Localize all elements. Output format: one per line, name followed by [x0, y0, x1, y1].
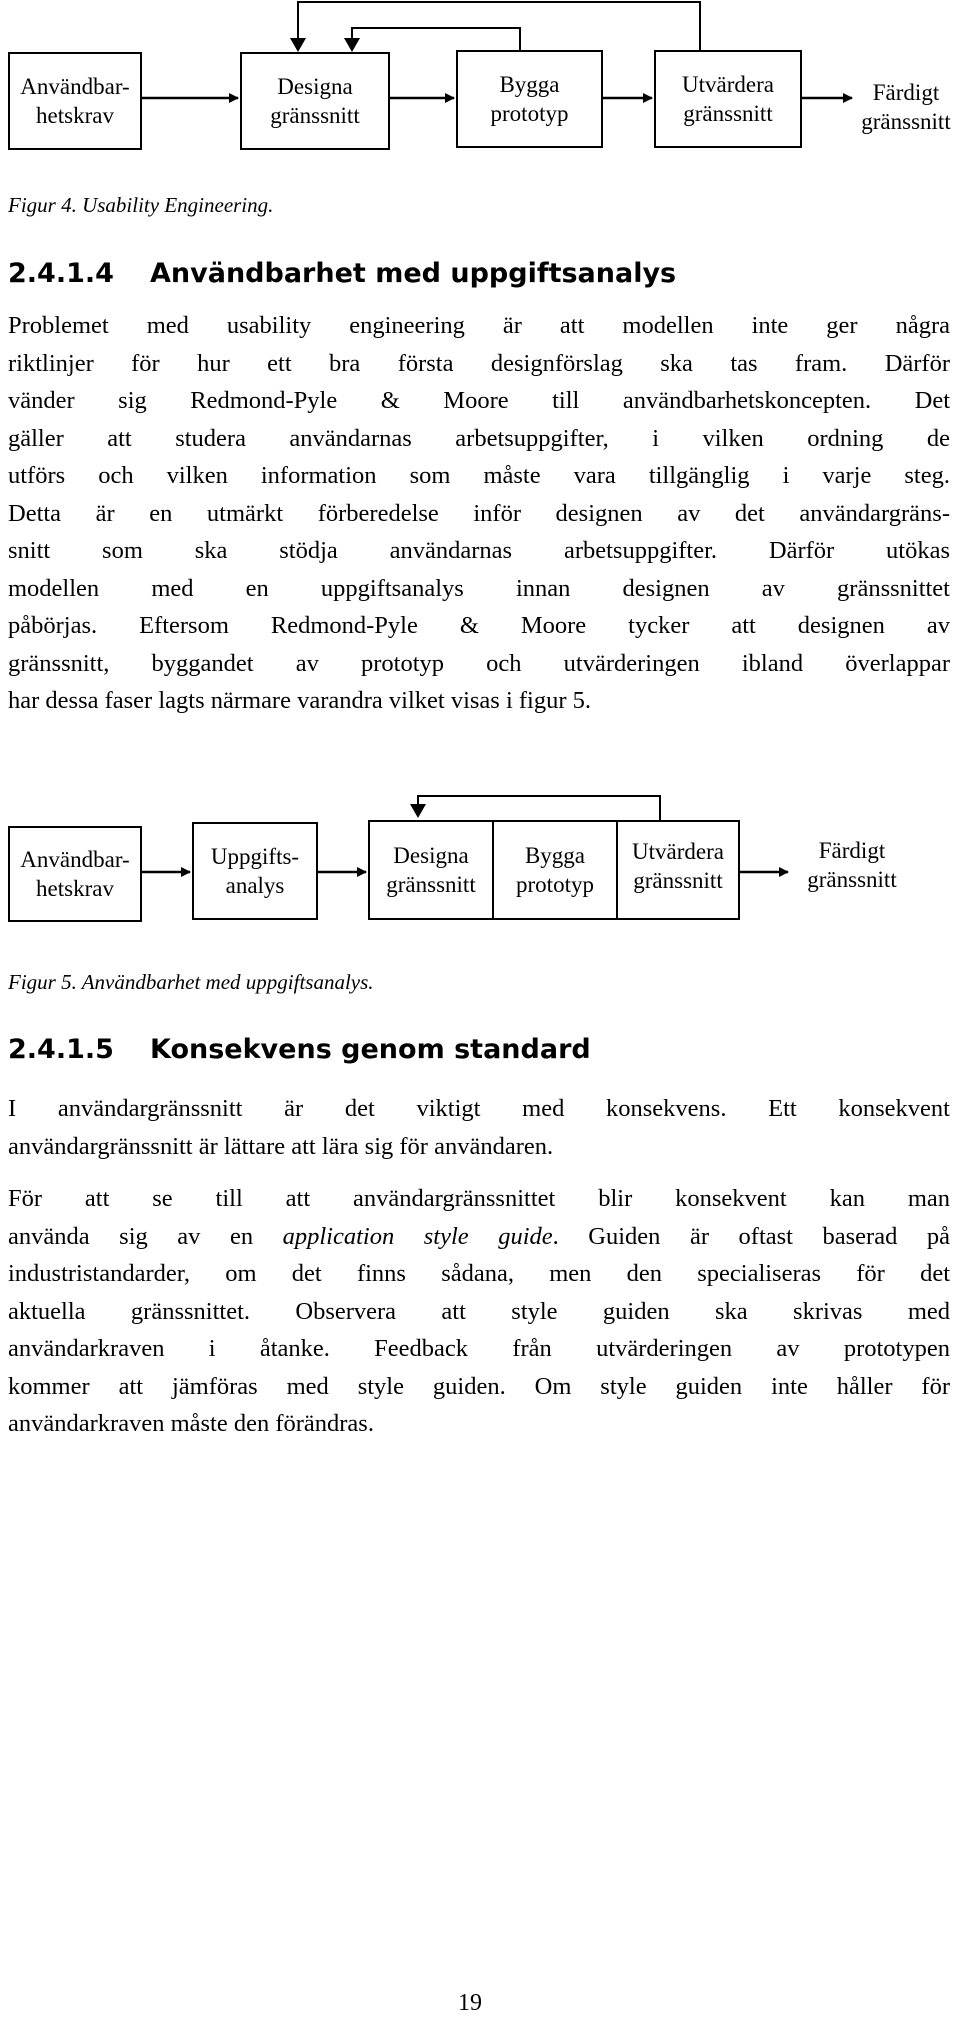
fig5-box-requirements: Användbar- hetskrav — [8, 826, 142, 922]
fig4-box-evaluate: Utvärdera gränssnitt — [654, 50, 802, 148]
fig5-box-task-analysis: Uppgifts- analys — [192, 822, 318, 920]
fig5-overlap-group — [368, 820, 740, 920]
section-2-4-1-4-paragraph: Problemet med usability engineering är att modellen inte ger några riktlinjer för hur ett bra första designförslag ska tas fram. Därför vänder sig Redmond-Pyle & Moore till användbarhetskoncepten. Det gäller att studera användarnas arbetsuppgifter, i vilken ordning de utförs och vilken information som måste vara tillgänglig i varje steg. Detta är en utmärkt förberedelse inför designen av det användargräns- snitt som ska stödja användarnas arbetsuppgifter. Därför utökas modellen med en uppgiftsanalys innan designen av gränssnittet påbörjas. Eftersom Redmond-Pyle & Moore tycker att designen av gränssnitt, byggandet av prototyp och utvärderingen ibland överlappar har dessa faser lagts närmare varandra vilket visas i figur 5. — [8, 312, 950, 714]
section-2-4-1-5-paragraph-1: I användargränssnitt är det viktigt med konsekvens. Ett konsekvent användargränssnitt är lättare att lära sig för användaren. — [8, 1095, 950, 1160]
fig4-box-requirements: Användbar- hetskrav — [8, 52, 142, 150]
fig4-label-finished: Färdigt gränssnitt — [861, 80, 951, 134]
figure-4-caption: Figur 4. Usability Engineering. — [8, 193, 274, 217]
fig4-box-design: Designa gränssnitt — [240, 52, 390, 150]
application-style-guide-emphasis: application style guide — [282, 1222, 553, 1250]
figure-5-caption: Figur 5. Användbarhet med uppgiftsanalys. — [8, 970, 374, 994]
fig4-box-prototype: Bygga prototyp — [456, 50, 603, 148]
fig5-feedback-loop — [418, 796, 660, 820]
fig5-box-prototype: Bygga prototyp — [494, 822, 618, 918]
fig5-box-evaluate: Utvärdera gränssnitt — [632, 839, 724, 893]
figure-5-connectors — [0, 0, 960, 960]
section-2-4-1-4-heading: 2.4.1.4 Användbarhet med uppgiftsanalys — [8, 258, 677, 289]
section-2-4-1-5-paragraph-2: För att se till att användargränssnittet blir konsekvent kan man använda sig av en application style guide. Guiden är oftast baserad på industristandarder, om det finns sådana, men den specialiseras för det aktuella gränssnittet. Observera att style guiden ska skrivas med användarkraven i åtanke. Feedback från utvärderingen av prototypen kommer att jämföras med style guiden. Om style guiden inte håller för användarkraven måste den förändras. — [8, 1185, 950, 1437]
fig5-label-finished: Färdigt gränssnitt — [807, 838, 897, 892]
fig5-box-design: Designa gränssnitt — [370, 822, 494, 918]
page-number: 19 — [458, 1990, 482, 2016]
section-2-4-1-5-heading: 2.4.1.5 Konsekvens genom standard — [8, 1034, 591, 1065]
fig5-loop-arrowhead — [410, 804, 426, 818]
